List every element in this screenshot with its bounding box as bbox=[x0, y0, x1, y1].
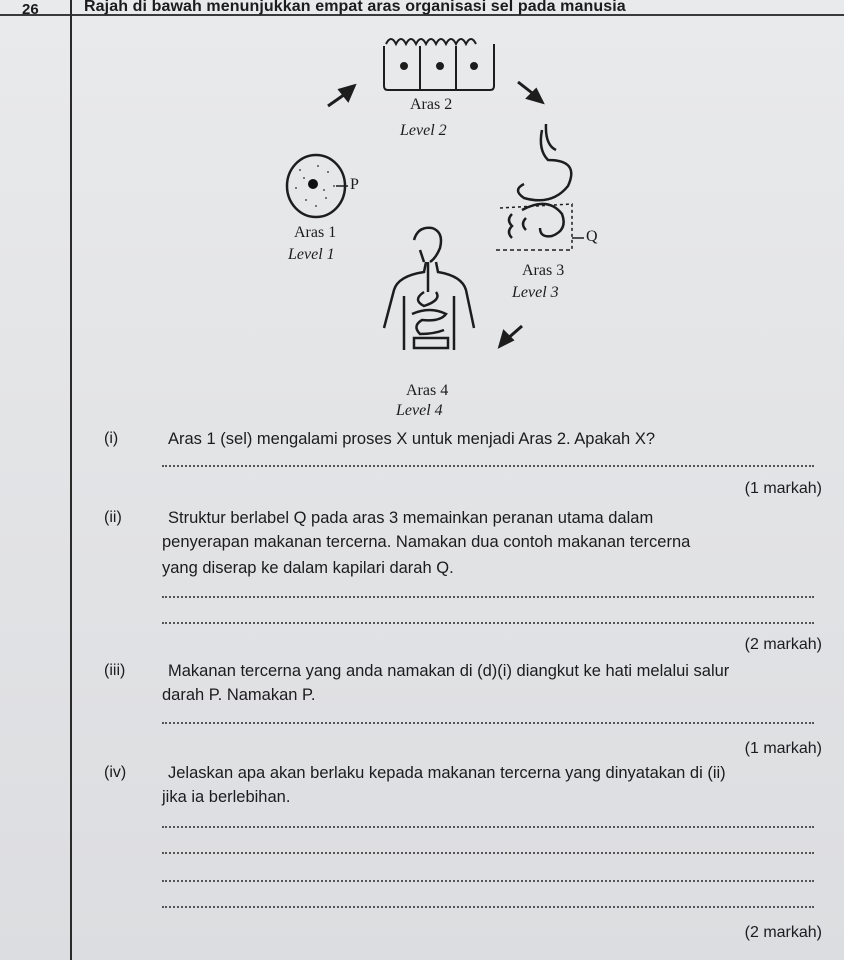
question-number: 26 bbox=[22, 1, 39, 18]
part-iii-line-2: darah P. Namakan P. bbox=[162, 686, 316, 704]
answer-line[interactable] bbox=[162, 826, 814, 828]
part-ii-marks: (2 markah) bbox=[744, 636, 822, 653]
cell-illustration bbox=[287, 155, 348, 217]
part-i-line-1: Aras 1 (sel) mengalami proses X untuk menjadi Aras 2. Apakah X? bbox=[168, 430, 655, 448]
answer-line[interactable] bbox=[162, 722, 814, 724]
part-i-marks: (1 markah) bbox=[744, 480, 822, 497]
arrow-icon bbox=[518, 82, 542, 102]
answer-line[interactable] bbox=[162, 622, 814, 624]
part-iii-line-1: Makanan tercerna yang anda namakan di (d)(i) diangkut ke hati melalui salur bbox=[168, 662, 730, 680]
level4-label-ms: Aras 4 bbox=[406, 382, 449, 399]
organisation-diagram bbox=[0, 0, 844, 430]
level1-label-ms: Aras 1 bbox=[294, 224, 337, 241]
human-body-illustration bbox=[384, 228, 474, 350]
tissue-illustration bbox=[384, 39, 494, 90]
answer-line[interactable] bbox=[162, 880, 814, 882]
part-iv-line-1: Jelaskan apa akan berlaku kepada makanan tercerna yang dinyatakan di (ii) bbox=[168, 764, 726, 782]
part-ii-line-2: penyerapan makanan tercerna. Namakan dua contoh makanan tercerna bbox=[162, 533, 691, 551]
level2-label-ms: Aras 2 bbox=[410, 96, 453, 113]
part-ii-number: (ii) bbox=[104, 509, 122, 526]
part-ii-line-1: Struktur berlabel Q pada aras 3 memainkan peranan utama dalam bbox=[168, 509, 654, 527]
answer-line[interactable] bbox=[162, 852, 814, 854]
question-title: Rajah di bawah menunjukkan empat aras organisasi sel pada manusia bbox=[84, 0, 626, 15]
level1-label-en: Level 1 bbox=[288, 246, 335, 263]
part-i-number: (i) bbox=[104, 430, 119, 447]
level4-label-en: Level 4 bbox=[396, 402, 443, 419]
digestive-organ-illustration bbox=[496, 124, 584, 250]
part-iv-number: (iv) bbox=[104, 764, 127, 781]
answer-line[interactable] bbox=[162, 465, 814, 467]
part-iii-number: (iii) bbox=[104, 662, 126, 679]
part-ii-line-3: yang diserap ke dalam kapilari darah Q. bbox=[162, 559, 454, 577]
part-iii-marks: (1 markah) bbox=[744, 740, 822, 757]
label-p: P bbox=[350, 176, 359, 193]
level2-label-en: Level 2 bbox=[400, 122, 447, 139]
answer-line[interactable] bbox=[162, 906, 814, 908]
answer-line[interactable] bbox=[162, 596, 814, 598]
part-iv-line-2: jika ia berlebihan. bbox=[162, 788, 291, 806]
level3-label-en: Level 3 bbox=[512, 284, 559, 301]
arrow-icon bbox=[328, 86, 354, 106]
part-iv-marks: (2 markah) bbox=[744, 924, 822, 941]
arrow-icon bbox=[500, 326, 522, 346]
level3-label-ms: Aras 3 bbox=[522, 262, 565, 279]
label-q: Q bbox=[586, 228, 598, 245]
